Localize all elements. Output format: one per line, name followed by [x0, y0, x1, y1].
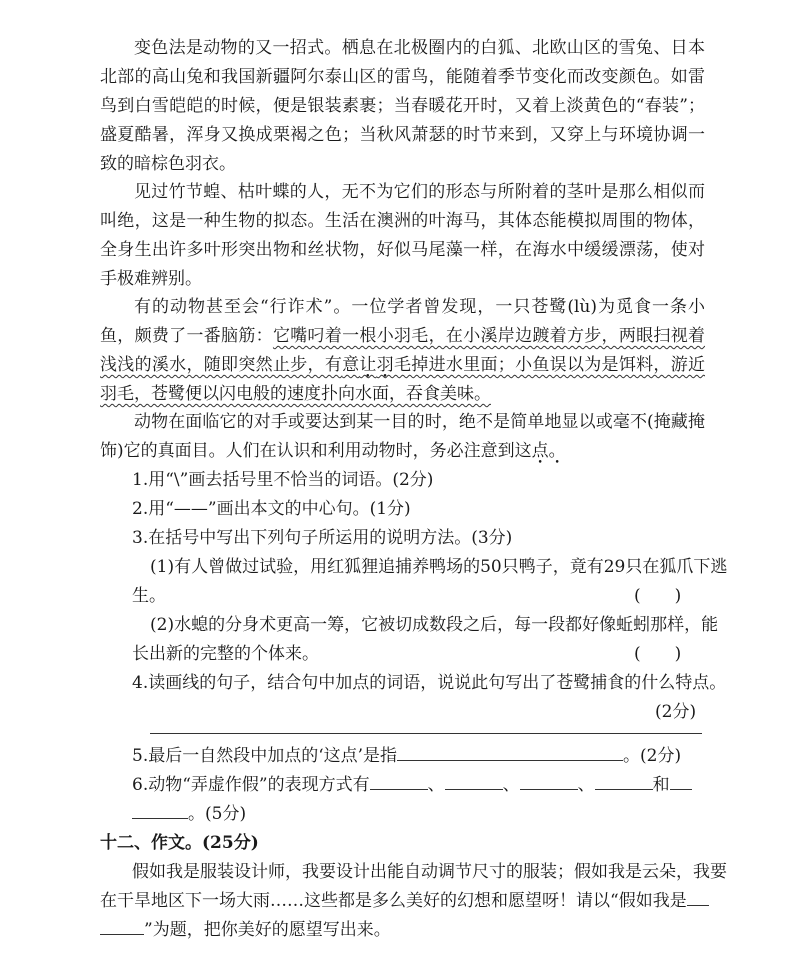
essay-heading: 十二、作文。(25分): [100, 833, 259, 853]
question-3-item-2: (2)水螅的分身术更高一筹，它被切成数段之后，每一段都好像蚯蚓那样，能: [150, 615, 719, 635]
question-6-cont: [132, 800, 246, 829]
conclusion-text: 动物在面临它的对手或要达到某一目的时，绝不是简单地显以或毫不(掩藏掩饰)它的真面目。人们在认识和利用动物时，务必注意到: [100, 412, 705, 461]
heron-intro-text: 有的动物甚至会“行诈术”。一位学者曾发现，一只苍鹭(lù)为觅食一条小鱼，颇费了一番脑筋：: [100, 297, 705, 346]
question-6-score: 。(5分): [188, 804, 247, 824]
question-5-score: 。(2分): [623, 746, 682, 766]
question-3: 3.在括号中写出下列句子所运用的说明方法。(3分): [132, 528, 513, 548]
question-3-item-2-cont: 长出新的完整的个体来。: [132, 644, 319, 664]
wavy-text-part1: 它嘴叼着一根小羽毛，在小溪岸边踱着方步，两眼扫视着浅浅的溪水，随即突然止步，有: [100, 326, 706, 375]
question-3-item-1: (1)有人曾做过试验，用红狐狸追捕养鸭场的50只鸭子，竟有29只在狐爪下逃: [150, 557, 728, 577]
question-6: [132, 771, 692, 800]
answer-blank-q6-4[interactable]: [595, 771, 653, 790]
paragraph-color-change: 变色法是动物的又一招式。栖息在北极圈内的白狐、北欧山区的雪兔、日本北部的高山兔和我国新疆阿尔泰山区的雷鸟，能随着季节变化而改变颜色。如雷鸟到白雪皑皑的时候，便是银装素裹；当春暖花开时，又着上淡黄色的“春装”；盛夏酷暑，浑身又换成栗褐之色；当秋风萧瑟的时节来到，又穿上与环境协调一致的暗棕色羽衣。: [100, 38, 705, 174]
dotted-char-yi: 意: [342, 355, 360, 375]
question-3-item-1-cont: 生。: [132, 586, 166, 606]
answer-blank-q6-1[interactable]: [370, 771, 428, 790]
essay-prompt-line3: [100, 916, 391, 945]
question-4: 4.读画线的句子，结合句中加点的词语，说说此句写出了苍鹭捕食的什么特点。: [132, 673, 727, 693]
answer-line-q4[interactable]: [150, 733, 702, 734]
answer-blank-q6-2[interactable]: [445, 771, 503, 790]
paragraph-heron-trick: [100, 293, 705, 409]
answer-blank-q5[interactable]: [397, 742, 623, 761]
question-5: [132, 742, 681, 771]
separator: 、: [577, 775, 595, 795]
essay-title-blank-b[interactable]: [100, 916, 144, 935]
conjunction-and: 和: [652, 775, 670, 795]
question-4-score: (2分): [655, 702, 697, 722]
essay-prompt-line1: 假如我是服装设计师，我要设计出能自动调节尺寸的服装；假如我是云朵，我要: [132, 862, 727, 882]
essay-title-blank-a[interactable]: [687, 887, 709, 906]
answer-blank-q6-3[interactable]: [520, 771, 578, 790]
paragraph-conclusion: [100, 408, 705, 466]
separator: 、: [502, 775, 520, 795]
answer-bracket-2[interactable]: ( ): [634, 644, 682, 664]
dotted-char-dian: 点: [531, 441, 549, 461]
answer-blank-q6-5a[interactable]: [670, 771, 692, 790]
answer-blank-q6-5b[interactable]: [132, 800, 188, 819]
wavy-text-part2: 羽毛掉进水里面；小鱼误以为是饵料，游近羽毛，苍鹭便以闪电般的速度扑向水面，吞食美味。: [100, 355, 706, 404]
paragraph-mimicry: 见过竹节蝗、枯叶蝶的人，无不为它们的形态与所附着的茎叶是那么相似而叫绝，这是一种生物的拟态。生活在澳洲的叶海马，其体态能模拟周围的物体，全身生出许多叶形突出物和丝状物，好似马尾藻一样，在海水中缓缓漂荡，使对手极难辨别。: [100, 182, 705, 289]
separator: 、: [427, 775, 445, 795]
essay-prompt-end: ”为题，把你美好的愿望写出来。: [144, 920, 391, 940]
question-6-text: 6.动物“弄虚作假”的表现方式有: [132, 775, 370, 795]
dotted-char-zhe: 这: [514, 441, 532, 461]
essay-prompt-line2: [100, 887, 709, 916]
dotted-char-rang: 让: [359, 355, 377, 375]
essay-prompt-text: 在干旱地区下一场大雨……这些都是多么美好的幻想和愿望呀！请以“假如我是: [100, 891, 687, 911]
conclusion-period: 。: [548, 441, 566, 461]
question-2: 2.用“——”画出本文的中心句。(1分): [132, 499, 411, 519]
answer-bracket-1[interactable]: ( ): [634, 586, 682, 606]
question-5-text: 5.最后一自然段中加点的‘这点’是指: [132, 746, 398, 766]
question-1: 1.用“\”画去括号里不恰当的词语。(2分): [132, 470, 434, 490]
